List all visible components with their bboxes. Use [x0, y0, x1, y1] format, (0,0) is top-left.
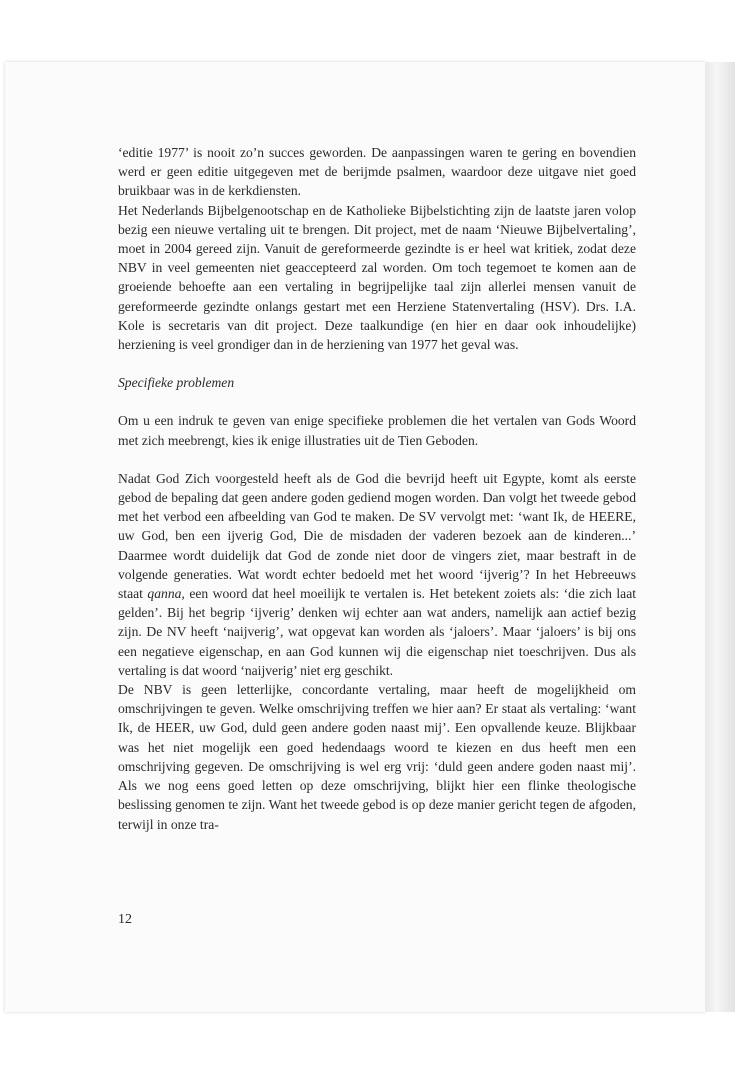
section-heading: Specifieke problemen — [118, 375, 235, 391]
paragraph-4-text-a: Nadat God Zich voorgesteld heeft als de God die bevrijd heeft uit Egypte, komt als eerste gebod de bepaling dat geen andere goden gediend mogen worden. Dan volgt het tweede gebod met het verbod een afbeelding van God te maken. De SV vervolgt met: ‘want Ik, de HEERE, uw God, ben een ijverig God, Die de misdaden der vaderen bezoek aan de kinderen...’ Daarmee wordt duidelijk dat God de zonde niet door de vingers ziet, maar bestraft in de volgende generaties. Wat wordt echter bedoeld met het woord ‘ijverig’? In het Hebreeuws staat — [118, 470, 636, 602]
paragraph-4-text-b: een woord dat heel moeilijk te vertalen is. Het betekent zoiets als: ‘die zich laat gelden’. Bij het begrip ‘ijverig’ denken wij echter aan wat anders, namelijk aan actief bezig zijn. De NV heeft ‘naijverig’, wat opgevat kan worden als ‘jaloers’. Maar ‘jaloers’ is bij ons een negatieve eigenschap, en aan God kunnen wij die eigenschap niet toeschrijven. Dus als vertaling is dat woord ‘naijverig’ niet erg geschikt. — [118, 586, 637, 678]
body-text — [118, 143, 636, 834]
paragraph-1: ‘editie 1977’ is nooit zo’n succes geworden. De aanpassingen waren te gering en bovendien werd er geen editie uitgegeven met de berijmde psalmen, waardoor deze uitgave niet goed bruikbaar was in de kerkdiensten. — [118, 145, 636, 199]
paragraph-5: De NBV is geen letterlijke, concordante vertaling, maar heeft de mogelijkheid om omschrijvingen te geven. Welke omschrijving treffen we hier aan? Er staat als vertaling: ‘want Ik, de HEER, uw God, duld geen andere goden naast mij’. Een opvallende keuze. Blijkbaar was het niet mogelijk een goed hedendaags woord te kiezen en dus heeft men een omschrijving gegeven. De omschrijving is wel erg vrij: ‘duld geen andere goden naast mij’. Als we nog eens goed letten op deze omschrijving, blijkt hier een flinke theologische beslissing genomen te zijn. Want het tweede gebod is op deze manier gericht tegen de afgoden, terwijl in onze tra- — [118, 682, 636, 832]
paragraph-3: Om u een indruk te geven van enige specifieke problemen die het vertalen van Gods Woord met zich meebrengt, kies ik enige illustraties uit de Tien Geboden. — [118, 413, 636, 448]
page-edge — [705, 62, 735, 1012]
paragraph-2: Het Nederlands Bijbelgenootschap en de Katholieke Bijbelstichting zijn de laatste jaren volop bezig een nieuwe vertaling uit te brengen. Dit project, met de naam ‘Nieuwe Bijbelvertaling’, moet in 2004 gereed zijn. Vanuit de gereformeerde gezindte is er heel wat kritiek, zodat deze NBV in veel gemeenten niet geaccepteerd zal worden. Om toch tegemoet te komen aan de groeiende behoefte aan een vertaling in begrijpelijke taal zijn allerlei mensen vanuit de gereformeerde gezindte onlangs gestart met een Herziene Statenvertaling (HSV). Drs. I.A. Kole is secretaris van dit project. Deze taalkundige (en hier en daar ook inhoudelijke) herziening is veel grondiger dan in de herziening van 1977 het geval was. — [118, 202, 636, 353]
paragraph-4 — [118, 469, 636, 680]
hebrew-word: qanna, — [147, 586, 185, 602]
page-number: 12 — [118, 912, 132, 927]
